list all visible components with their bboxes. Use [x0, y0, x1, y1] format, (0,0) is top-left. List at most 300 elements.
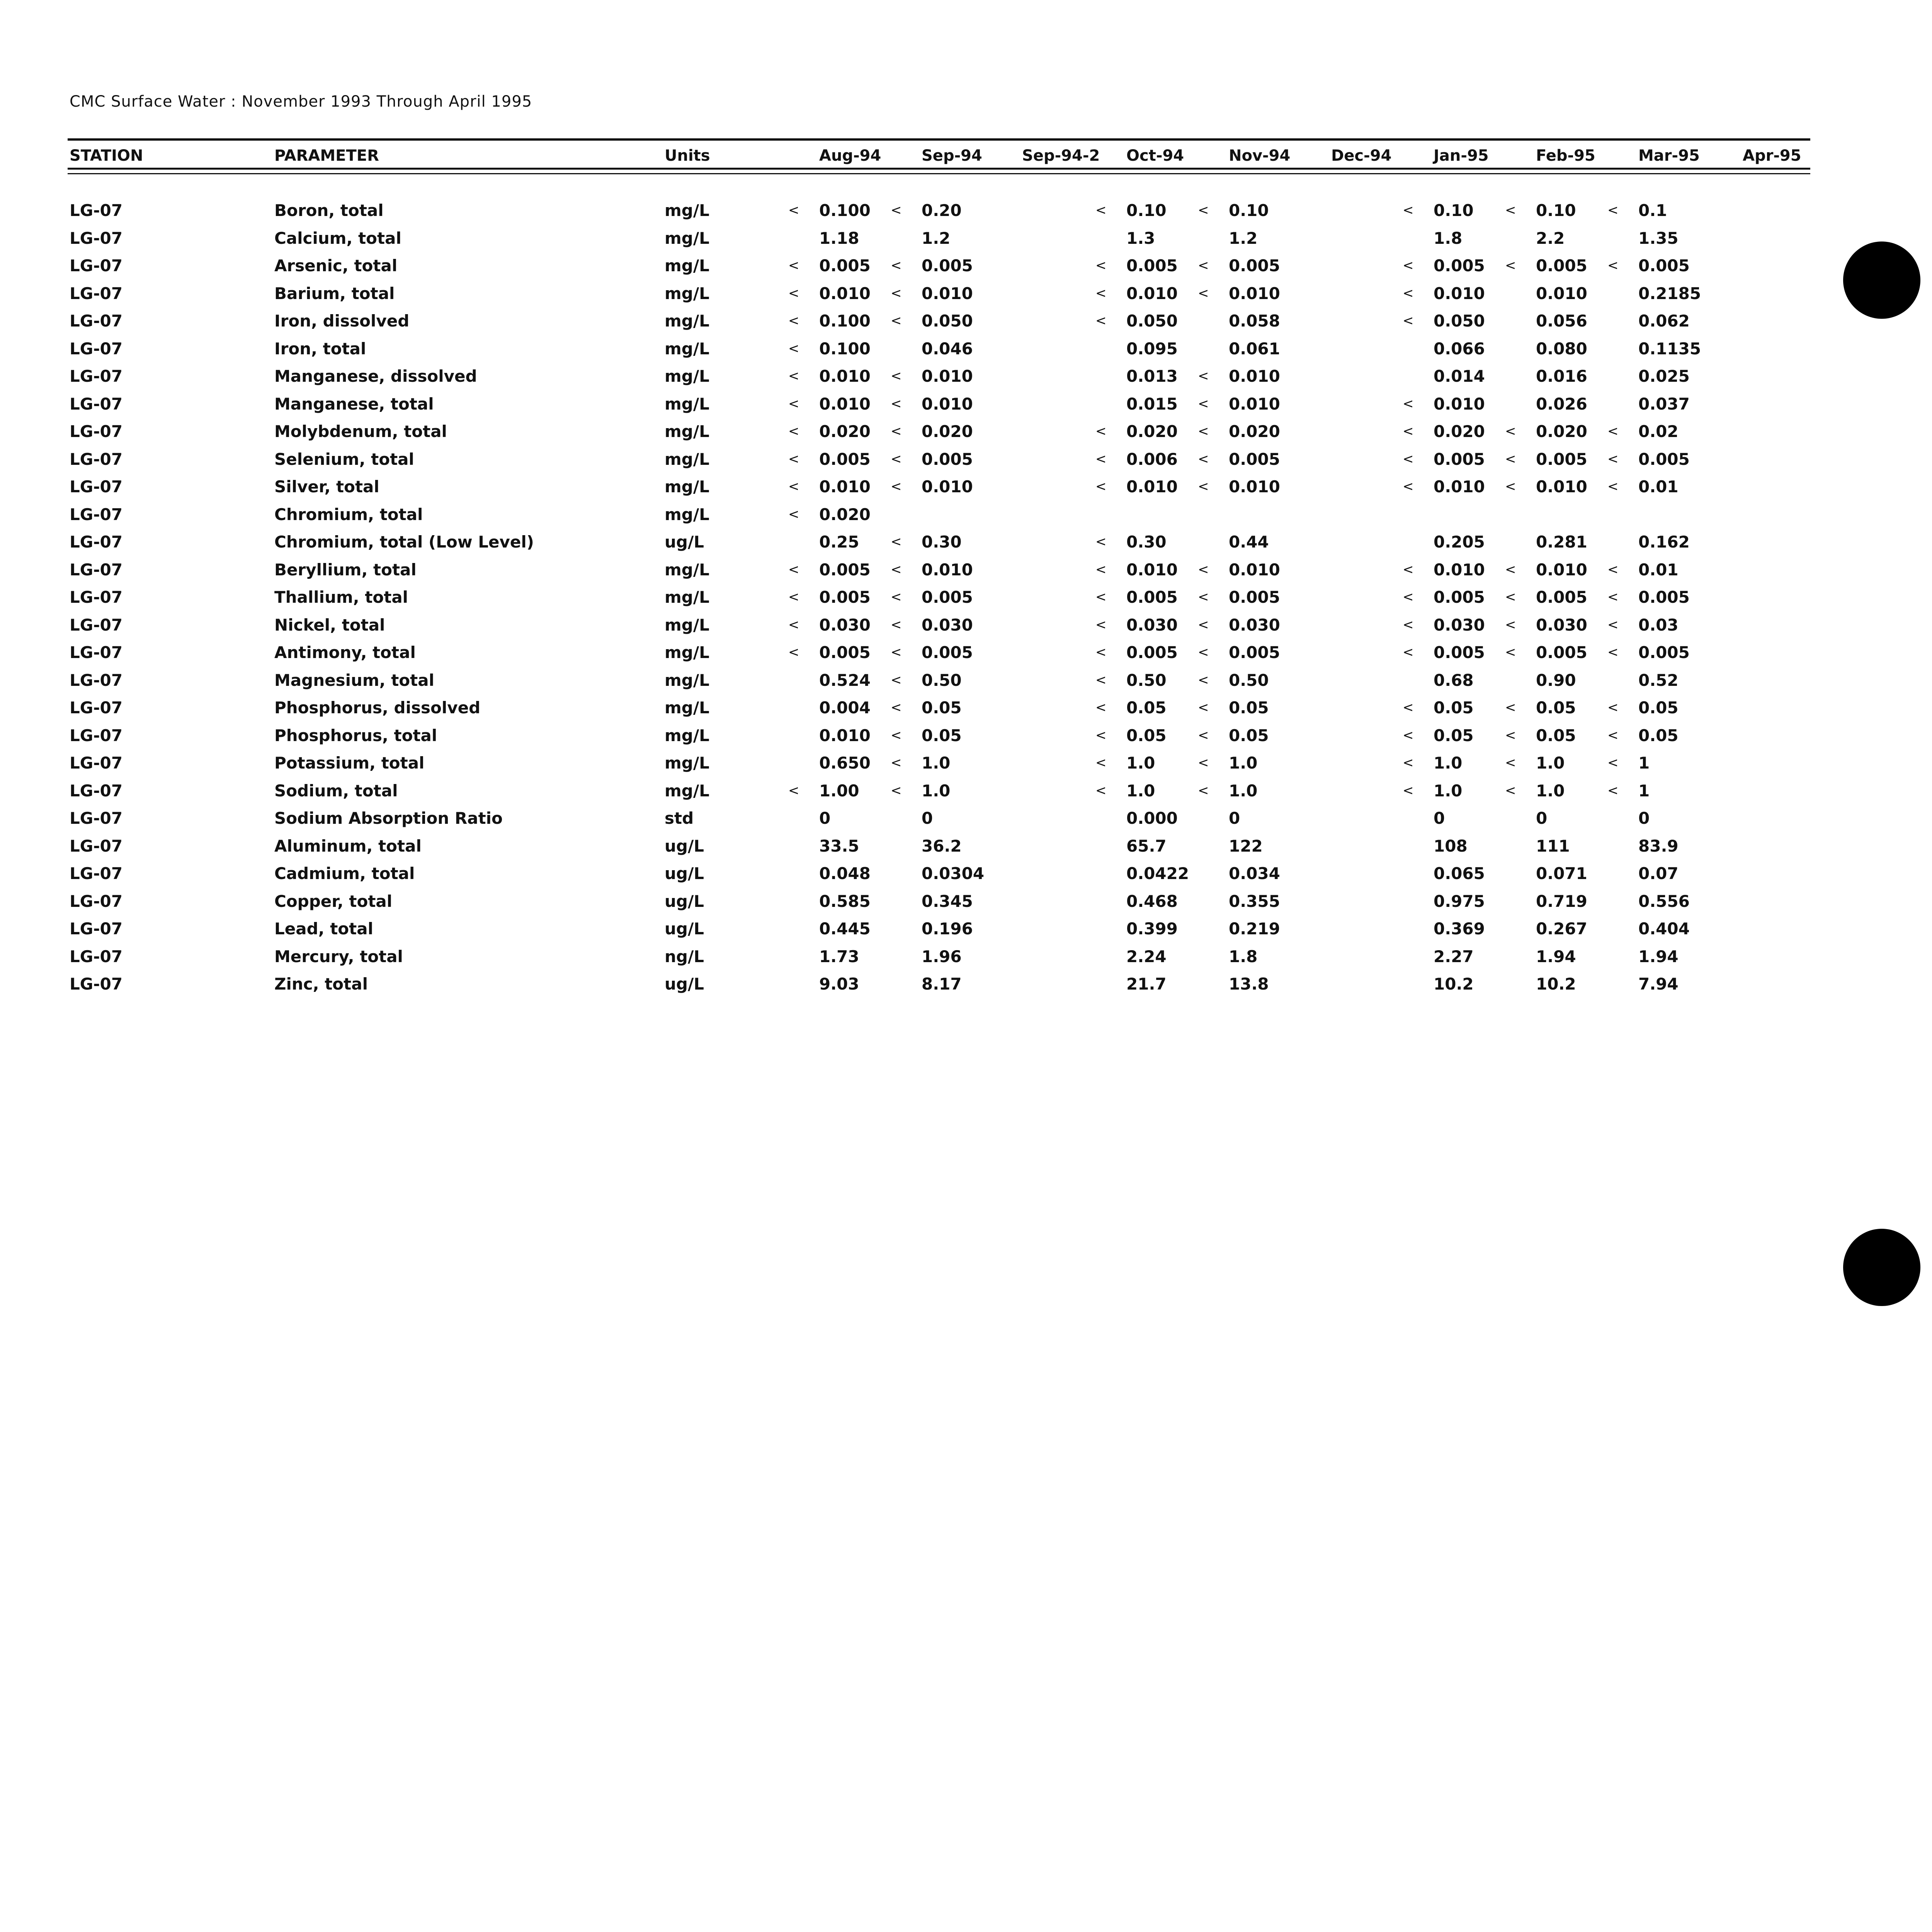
nov94-value: 0.10	[1229, 201, 1269, 220]
station-cell: LG-07	[70, 919, 123, 938]
table-row	[0, 422, 1932, 450]
table-header-row	[0, 147, 1932, 166]
parameter-cell: Antimony, total	[274, 643, 416, 662]
sep94-qualifier: <	[891, 645, 902, 660]
column-header-feb95: Feb-95	[1536, 147, 1595, 165]
sep94-qualifier: <	[891, 700, 902, 715]
jan95-value: 0	[1434, 809, 1445, 828]
aug94-qualifier: <	[788, 285, 799, 301]
oct94-value: 1.3	[1126, 228, 1155, 248]
jan95-value: 0.066	[1434, 339, 1485, 358]
mar95-value: 0.037	[1638, 394, 1690, 413]
mar95-value: 0.005	[1638, 256, 1690, 275]
aug94-value: 0.524	[819, 670, 871, 690]
station-cell: LG-07	[70, 367, 123, 386]
aug94-value: 0.005	[819, 449, 871, 469]
jan95-qualifier: <	[1403, 589, 1414, 605]
table-row	[0, 919, 1932, 947]
nov94-value: 0.058	[1229, 311, 1280, 330]
oct94-qualifier: <	[1095, 727, 1107, 743]
nov94-value: 0.010	[1229, 477, 1280, 496]
station-cell: LG-07	[70, 891, 123, 911]
units-cell: ng/L	[665, 947, 704, 966]
jan95-qualifier: <	[1403, 479, 1414, 494]
table-body	[0, 201, 1932, 1002]
table-row	[0, 395, 1932, 422]
feb95-value: 0	[1536, 809, 1548, 828]
parameter-cell: Arsenic, total	[274, 256, 398, 275]
parameter-cell: Thallium, total	[274, 588, 408, 607]
sep94-value: 0.20	[922, 201, 962, 220]
jan95-value: 2.27	[1434, 947, 1474, 966]
sep94-qualifier: <	[891, 672, 902, 688]
jan95-qualifier: <	[1403, 700, 1414, 715]
feb95-value: 0.90	[1536, 670, 1576, 690]
jan95-qualifier: <	[1403, 561, 1414, 577]
oct94-value: 0.010	[1126, 284, 1178, 303]
mar95-value: 0.005	[1638, 588, 1690, 607]
station-cell: LG-07	[70, 228, 123, 248]
table-row	[0, 588, 1932, 616]
mar95-qualifier: <	[1607, 258, 1619, 273]
parameter-cell: Phosphorus, dissolved	[274, 698, 481, 717]
column-header-nov94: Nov-94	[1229, 147, 1291, 165]
table-header-rule-thin	[68, 173, 1810, 174]
units-cell: mg/L	[665, 256, 709, 275]
oct94-qualifier: <	[1095, 645, 1107, 660]
sep94-value: 0.010	[922, 367, 973, 386]
nov94-value: 0.44	[1229, 532, 1269, 551]
units-cell: mg/L	[665, 670, 709, 690]
nov94-qualifier: <	[1198, 396, 1209, 412]
sep94-value: 0.020	[922, 422, 973, 441]
jan95-value: 0.050	[1434, 311, 1485, 330]
table-row	[0, 837, 1932, 864]
jan95-value: 0.005	[1434, 449, 1485, 469]
nov94-value: 0.50	[1229, 670, 1269, 690]
nov94-value: 1.0	[1229, 753, 1258, 772]
sep94-qualifier: <	[891, 258, 902, 273]
aug94-value: 0.005	[819, 588, 871, 607]
feb95-value: 0.020	[1536, 422, 1587, 441]
aug94-value: 0.020	[819, 505, 871, 524]
oct94-qualifier: <	[1095, 672, 1107, 688]
jan95-value: 0.020	[1434, 422, 1485, 441]
sep94-value: 0.005	[922, 449, 973, 469]
aug94-qualifier: <	[788, 258, 799, 273]
feb95-value: 0.010	[1536, 560, 1587, 579]
column-header-mar95: Mar-95	[1638, 147, 1700, 165]
sep94-value: 1.0	[922, 753, 951, 772]
nov94-value: 0.061	[1229, 339, 1280, 358]
oct94-value: 0.399	[1126, 919, 1178, 938]
mar95-value: 83.9	[1638, 836, 1679, 855]
feb95-value: 0.016	[1536, 367, 1587, 386]
feb95-qualifier: <	[1505, 645, 1516, 660]
sep94-value: 0.046	[922, 339, 973, 358]
parameter-cell: Sodium Absorption Ratio	[274, 809, 503, 828]
station-cell: LG-07	[70, 975, 123, 993]
oct94-qualifier: <	[1095, 617, 1107, 633]
nov94-value: 0.005	[1229, 449, 1280, 469]
table-row	[0, 229, 1932, 257]
sep94-qualifier: <	[891, 313, 902, 328]
oct94-value: 0.000	[1126, 809, 1178, 828]
nov94-qualifier: <	[1198, 451, 1209, 467]
units-cell: mg/L	[665, 615, 709, 634]
aug94-value: 0.650	[819, 753, 871, 772]
aug94-qualifier: <	[788, 313, 799, 328]
parameter-cell: Chromium, total (Low Level)	[274, 532, 534, 551]
table-row	[0, 671, 1932, 699]
aug94-qualifier: <	[788, 368, 799, 384]
aug94-value: 0.010	[819, 394, 871, 413]
jan95-value: 0.10	[1434, 201, 1474, 220]
sep94-qualifier: <	[891, 423, 902, 439]
sep94-value: 0.010	[922, 284, 973, 303]
jan95-value: 1.8	[1434, 228, 1463, 248]
station-cell: LG-07	[70, 670, 123, 690]
feb95-value: 0.071	[1536, 864, 1587, 883]
mar95-value: 1.94	[1638, 947, 1679, 966]
parameter-cell: Boron, total	[274, 201, 384, 220]
units-cell: mg/L	[665, 698, 709, 717]
column-header-oct94: Oct-94	[1126, 147, 1184, 165]
jan95-value: 0.05	[1434, 726, 1474, 745]
feb95-qualifier: <	[1505, 727, 1516, 743]
oct94-value: 0.015	[1126, 394, 1178, 413]
units-cell: mg/L	[665, 339, 709, 358]
column-header-jan95: Jan-95	[1434, 147, 1489, 165]
aug94-qualifier: <	[788, 451, 799, 467]
units-cell: mg/L	[665, 449, 709, 469]
nov94-qualifier: <	[1198, 727, 1209, 743]
jan95-value: 1.0	[1434, 753, 1463, 772]
feb95-value: 0.010	[1536, 477, 1587, 496]
oct94-value: 1.0	[1126, 753, 1155, 772]
station-cell: LG-07	[70, 284, 123, 303]
oct94-qualifier: <	[1095, 534, 1107, 549]
sep94-qualifier: <	[891, 451, 902, 467]
mar95-qualifier: <	[1607, 782, 1619, 798]
jan95-qualifier: <	[1403, 313, 1414, 328]
feb95-value: 0.10	[1536, 201, 1576, 220]
nov94-value: 0.005	[1229, 588, 1280, 607]
feb95-qualifier: <	[1505, 451, 1516, 467]
aug94-qualifier: <	[788, 617, 799, 633]
jan95-value: 0.05	[1434, 698, 1474, 717]
sep94-value: 0.50	[922, 670, 962, 690]
mar95-qualifier: <	[1607, 423, 1619, 439]
oct94-qualifier: <	[1095, 285, 1107, 301]
units-cell: mg/L	[665, 505, 709, 524]
nov94-qualifier: <	[1198, 617, 1209, 633]
column-header-dec94: Dec-94	[1331, 147, 1392, 165]
nov94-value: 122	[1229, 836, 1263, 855]
table-row	[0, 560, 1932, 588]
units-cell: mg/L	[665, 643, 709, 662]
parameter-cell: Iron, total	[274, 339, 366, 358]
station-cell: LG-07	[70, 422, 123, 441]
jan95-value: 0.010	[1434, 284, 1485, 303]
nov94-value: 0.005	[1229, 643, 1280, 662]
mar95-qualifier: <	[1607, 202, 1619, 218]
station-cell: LG-07	[70, 256, 123, 275]
oct94-qualifier: <	[1095, 561, 1107, 577]
units-cell: mg/L	[665, 560, 709, 579]
aug94-value: 0.445	[819, 919, 871, 938]
mar95-value: 0.03	[1638, 615, 1679, 634]
parameter-cell: Copper, total	[274, 891, 393, 911]
aug94-qualifier: <	[788, 340, 799, 356]
units-cell: mg/L	[665, 311, 709, 330]
jan95-qualifier: <	[1403, 285, 1414, 301]
mar95-value: 7.94	[1638, 975, 1679, 993]
parameter-cell: Zinc, total	[274, 975, 368, 993]
jan95-value: 0.005	[1434, 256, 1485, 275]
oct94-qualifier: <	[1095, 755, 1107, 770]
mar95-qualifier: <	[1607, 479, 1619, 494]
station-cell: LG-07	[70, 836, 123, 855]
feb95-value: 0.056	[1536, 311, 1587, 330]
aug94-value: 1.00	[819, 781, 859, 800]
mar95-qualifier: <	[1607, 700, 1619, 715]
station-cell: LG-07	[70, 615, 123, 634]
jan95-qualifier: <	[1403, 727, 1414, 743]
oct94-value: 1.0	[1126, 781, 1155, 800]
parameter-cell: Selenium, total	[274, 449, 414, 469]
parameter-cell: Magnesium, total	[274, 670, 434, 690]
nov94-value: 0	[1229, 809, 1240, 828]
column-header-apr95: Apr-95	[1743, 147, 1801, 165]
oct94-qualifier: <	[1095, 258, 1107, 273]
table-row	[0, 367, 1932, 395]
units-cell: ug/L	[665, 864, 704, 883]
nov94-value: 0.010	[1229, 394, 1280, 413]
aug94-qualifier: <	[788, 589, 799, 605]
units-cell: mg/L	[665, 367, 709, 386]
oct94-value: 0.50	[1126, 670, 1167, 690]
jan95-value: 0.369	[1434, 919, 1485, 938]
aug94-value: 0.048	[819, 864, 871, 883]
oct94-value: 2.24	[1126, 947, 1167, 966]
nov94-value: 0.355	[1229, 891, 1280, 911]
units-cell: mg/L	[665, 477, 709, 496]
sep94-qualifier: <	[891, 782, 902, 798]
aug94-qualifier: <	[788, 645, 799, 660]
feb95-value: 111	[1536, 836, 1570, 855]
oct94-value: 65.7	[1126, 836, 1167, 855]
jan95-value: 0.030	[1434, 615, 1485, 634]
jan95-qualifier: <	[1403, 202, 1414, 218]
aug94-value: 0.030	[819, 615, 871, 634]
feb95-value: 0.026	[1536, 394, 1587, 413]
station-cell: LG-07	[70, 532, 123, 551]
parameter-cell: Molybdenum, total	[274, 422, 447, 441]
mar95-value: 0.02	[1638, 422, 1679, 441]
aug94-value: 0.585	[819, 891, 871, 911]
mar95-value: 0.062	[1638, 311, 1690, 330]
nov94-qualifier: <	[1198, 782, 1209, 798]
mar95-value: 1	[1638, 781, 1650, 800]
units-cell: ug/L	[665, 836, 704, 855]
aug94-value: 1.73	[819, 947, 859, 966]
jan95-qualifier: <	[1403, 451, 1414, 467]
aug94-value: 0.004	[819, 698, 871, 717]
sep94-value: 1.96	[922, 947, 962, 966]
feb95-value: 0.05	[1536, 726, 1576, 745]
oct94-qualifier: <	[1095, 313, 1107, 328]
oct94-qualifier: <	[1095, 451, 1107, 467]
nov94-qualifier: <	[1198, 258, 1209, 273]
feb95-value: 1.0	[1536, 753, 1565, 772]
parameter-cell: Iron, dissolved	[274, 311, 410, 330]
sep94-value: 1.0	[922, 781, 951, 800]
station-cell: LG-07	[70, 643, 123, 662]
mar95-value: 1.35	[1638, 228, 1679, 248]
jan95-value: 108	[1434, 836, 1468, 855]
mar95-value: 0.05	[1638, 698, 1679, 717]
mar95-value: 0.404	[1638, 919, 1690, 938]
feb95-value: 2.2	[1536, 228, 1565, 248]
nov94-qualifier: <	[1198, 368, 1209, 384]
sep94-value: 1.2	[922, 228, 951, 248]
station-cell: LG-07	[70, 311, 123, 330]
nov94-value: 0.030	[1229, 615, 1280, 634]
oct94-value: 0.013	[1126, 367, 1178, 386]
parameter-cell: Sodium, total	[274, 781, 398, 800]
jan95-qualifier: <	[1403, 755, 1414, 770]
feb95-value: 1.94	[1536, 947, 1576, 966]
oct94-value: 0.05	[1126, 698, 1167, 717]
station-cell: LG-07	[70, 339, 123, 358]
jan95-qualifier: <	[1403, 258, 1414, 273]
mar95-value: 0.556	[1638, 891, 1690, 911]
table-row	[0, 726, 1932, 754]
jan95-qualifier: <	[1403, 645, 1414, 660]
parameter-cell: Potassium, total	[274, 753, 425, 772]
feb95-value: 0.080	[1536, 339, 1587, 358]
nov94-qualifier: <	[1198, 423, 1209, 439]
station-cell: LG-07	[70, 201, 123, 220]
station-cell: LG-07	[70, 505, 123, 524]
jan95-value: 0.005	[1434, 588, 1485, 607]
mar95-value: 0.07	[1638, 864, 1679, 883]
nov94-value: 0.020	[1229, 422, 1280, 441]
units-cell: mg/L	[665, 284, 709, 303]
parameter-cell: Phosphorus, total	[274, 726, 437, 745]
jan95-value: 0.010	[1434, 394, 1485, 413]
feb95-qualifier: <	[1505, 782, 1516, 798]
mar95-value: 0.1	[1638, 201, 1667, 220]
parameter-cell: Chromium, total	[274, 505, 423, 524]
station-cell: LG-07	[70, 449, 123, 469]
parameter-cell: Calcium, total	[274, 228, 401, 248]
station-cell: LG-07	[70, 726, 123, 745]
parameter-cell: Barium, total	[274, 284, 395, 303]
units-cell: ug/L	[665, 975, 704, 993]
oct94-value: 0.010	[1126, 560, 1178, 579]
jan95-value: 0.014	[1434, 367, 1485, 386]
sep94-value: 0.005	[922, 256, 973, 275]
mar95-value: 0.52	[1638, 670, 1679, 690]
nov94-value: 13.8	[1229, 975, 1269, 993]
nov94-qualifier: <	[1198, 589, 1209, 605]
sep94-value: 0.345	[922, 891, 973, 911]
feb95-value: 0.010	[1536, 284, 1587, 303]
aug94-qualifier: <	[788, 561, 799, 577]
sep94-value: 0.196	[922, 919, 973, 938]
column-header-aug94: Aug-94	[819, 147, 881, 165]
nov94-qualifier: <	[1198, 202, 1209, 218]
feb95-qualifier: <	[1505, 202, 1516, 218]
aug94-value: 0.020	[819, 422, 871, 441]
station-cell: LG-07	[70, 947, 123, 966]
table-row	[0, 311, 1932, 339]
nov94-value: 0.219	[1229, 919, 1280, 938]
table-row	[0, 753, 1932, 781]
feb95-value: 1.0	[1536, 781, 1565, 800]
sep94-value: 0.0304	[922, 864, 985, 883]
feb95-qualifier: <	[1505, 258, 1516, 273]
table-row	[0, 284, 1932, 312]
aug94-qualifier: <	[788, 423, 799, 439]
nov94-value: 0.034	[1229, 864, 1280, 883]
jan95-value: 0.975	[1434, 891, 1485, 911]
oct94-value: 0.095	[1126, 339, 1178, 358]
station-cell: LG-07	[70, 560, 123, 579]
mar95-value: 1	[1638, 753, 1650, 772]
aug94-value: 0.100	[819, 311, 871, 330]
mar95-value: 0.1135	[1638, 339, 1701, 358]
aug94-qualifier: <	[788, 396, 799, 412]
parameter-cell: Manganese, dissolved	[274, 367, 477, 386]
aug94-value: 0	[819, 809, 831, 828]
sep94-value: 0	[922, 809, 933, 828]
units-cell: mg/L	[665, 228, 709, 248]
oct94-value: 21.7	[1126, 975, 1167, 993]
feb95-qualifier: <	[1505, 755, 1516, 770]
table-row	[0, 256, 1932, 284]
parameter-cell: Mercury, total	[274, 947, 403, 966]
station-cell: LG-07	[70, 394, 123, 413]
feb95-qualifier: <	[1505, 561, 1516, 577]
table-top-rule	[68, 138, 1810, 141]
jan95-value: 0.010	[1434, 477, 1485, 496]
sep94-value: 0.05	[922, 698, 962, 717]
nov94-qualifier: <	[1198, 561, 1209, 577]
jan95-value: 0.005	[1434, 643, 1485, 662]
parameter-cell: Beryllium, total	[274, 560, 417, 579]
jan95-value: 0.205	[1434, 532, 1485, 551]
mar95-qualifier: <	[1607, 755, 1619, 770]
jan95-value: 0.010	[1434, 560, 1485, 579]
oct94-value: 0.0422	[1126, 864, 1189, 883]
aug94-qualifier: <	[788, 782, 799, 798]
nov94-qualifier: <	[1198, 645, 1209, 660]
column-header-sep94: Sep-94	[922, 147, 982, 165]
mar95-qualifier: <	[1607, 589, 1619, 605]
mar95-qualifier: <	[1607, 561, 1619, 577]
sep94-value: 0.05	[922, 726, 962, 745]
parameter-cell: Silver, total	[274, 477, 379, 496]
feb95-value: 10.2	[1536, 975, 1576, 993]
sep94-qualifier: <	[891, 617, 902, 633]
feb95-value: 0.005	[1536, 643, 1587, 662]
sep94-qualifier: <	[891, 589, 902, 605]
oct94-value: 0.010	[1126, 477, 1178, 496]
units-cell: mg/L	[665, 726, 709, 745]
